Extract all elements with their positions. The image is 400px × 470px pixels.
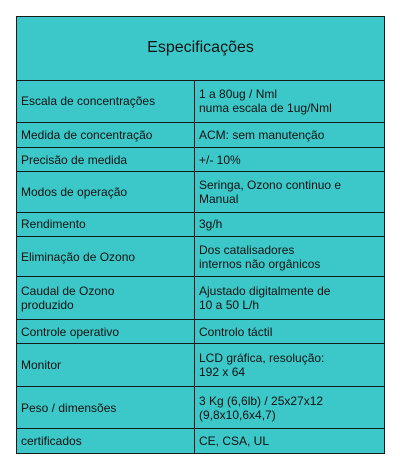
- spec-value: 3 Kg (6,6lb) / 25x27x12 (9,8x10,6x4,7): [195, 386, 385, 428]
- table-row: [17, 123, 385, 148]
- spec-value: 3g/h: [195, 212, 385, 237]
- table-row: [17, 212, 385, 237]
- spec-value: 1 a 80ug / Nml numa escala de 1ug/Nml: [195, 80, 385, 122]
- spec-value: CE, CSA, UL: [195, 429, 385, 454]
- spec-label: Controle operativo: [17, 319, 195, 344]
- table-row: [17, 344, 385, 386]
- spec-label: Precisão de medida: [17, 147, 195, 172]
- spec-label: Eliminação de Ozono: [17, 237, 195, 277]
- spec-value: ACM: sem manutenção: [195, 123, 385, 148]
- spec-label: certificados: [17, 429, 195, 454]
- spec-value: Ajustado digitalmente de 10 a 50 L/h: [195, 277, 385, 319]
- table-row: [17, 80, 385, 122]
- spec-label: Monitor: [17, 344, 195, 386]
- table-row: [17, 147, 385, 172]
- table-title: Especificações: [17, 17, 385, 81]
- table-row: [17, 237, 385, 277]
- spec-label: Rendimento: [17, 212, 195, 237]
- spec-label: Caudal de Ozono produzido: [17, 277, 195, 319]
- spec-value: Controlo táctil: [195, 319, 385, 344]
- spec-value: +/- 10%: [195, 147, 385, 172]
- spec-value: Seringa, Ozono continuo e Manual: [195, 172, 385, 212]
- specifications-table: [16, 16, 385, 454]
- table-header-row: [17, 17, 385, 81]
- table-row: [17, 319, 385, 344]
- table-row: [17, 277, 385, 319]
- spec-value: Dos catalisadores internos não orgânicos: [195, 237, 385, 277]
- spec-label: Medida de concentração: [17, 123, 195, 148]
- table-row: [17, 429, 385, 454]
- spec-label: Escala de concentrações: [17, 80, 195, 122]
- table-row: [17, 386, 385, 428]
- spec-label: Modos de operação: [17, 172, 195, 212]
- spec-label: Peso / dimensões: [17, 386, 195, 428]
- spec-value: LCD gráfica, resolução: 192 x 64: [195, 344, 385, 386]
- table-row: [17, 172, 385, 212]
